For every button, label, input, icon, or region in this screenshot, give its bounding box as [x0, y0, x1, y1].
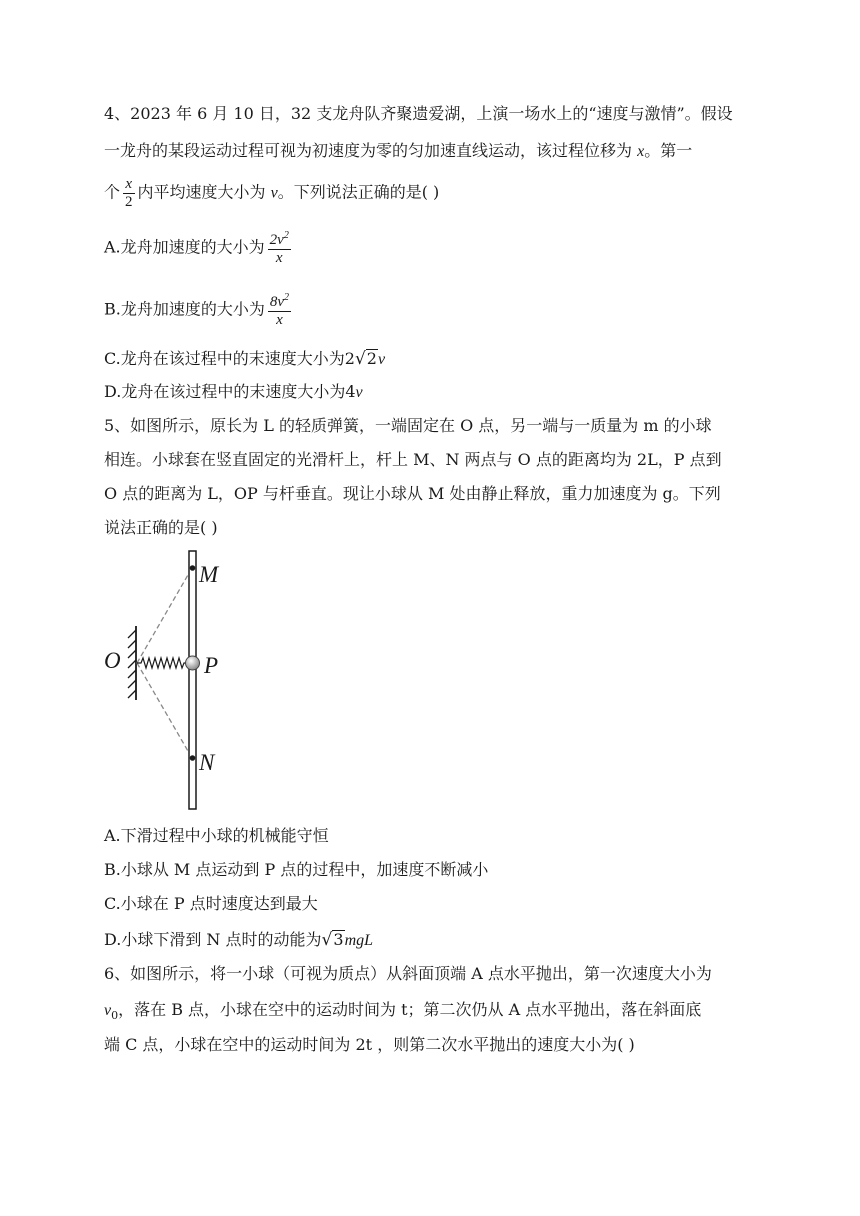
q5-line-4: 说法正确的是( )	[104, 518, 218, 537]
q4-var-x: x	[637, 143, 645, 160]
q6-line-1: 6、如图所示，将一小球（可视为质点）从斜面顶端 A 点水平抛出，第一次速度大小为	[104, 964, 712, 983]
q4-line-2-text: 一龙舟的某段运动过程可视为初速度为零的匀加速直线运动，该过程位移为	[104, 141, 638, 160]
q5-option-d: D.小球下滑到 N 点时的动能为√3mgL	[104, 930, 374, 950]
q6-v0-symbol: v	[104, 1002, 112, 1019]
q5-option-c: C.小球在 P 点时速度达到最大	[104, 894, 318, 913]
label-o: O	[104, 648, 121, 673]
q4-line-2	[104, 143, 692, 160]
q4-var-v: v	[270, 184, 278, 202]
q4-option-a-fraction: $\frac{2v^2}{x}$	[269, 230, 289, 266]
q4-line-3	[104, 176, 439, 210]
q4-option-b: B.龙舟加速度的大小为 $\frac{8v^2}{x}$	[104, 292, 290, 328]
label-n: N	[199, 750, 215, 775]
q4-option-c-coef: 2	[344, 349, 355, 368]
label-m: M	[199, 562, 219, 587]
q6-line-2: $v_0$，落在 B 点，小球在空中的运动时间为 t；第二次仍从 A 点水平抛出，落在斜面底	[104, 1000, 702, 1023]
spring-rod-diagram	[100, 548, 240, 814]
q4-line-1: 4、2023 年 6 月 10 日，32 支龙舟队齐聚遗爱湖，上演一场水上的“速度与激情”。假设	[104, 104, 733, 123]
q4-option-b-fraction: $\frac{8v^2}{x}$	[269, 292, 290, 328]
q4-option-d: D.龙舟在该过程中的末速度大小为4v	[104, 382, 363, 401]
sqrt-icon: √	[321, 930, 333, 950]
q4-fraction-x-over-2: $\frac{x}{2}$	[125, 176, 133, 210]
q4-line-3-tail: 。下列说法正确的是( )	[277, 182, 440, 202]
q5-line-2: 相连。小球套在竖直固定的光滑杆上，杆上 M、N 两点与 O 点的距离均为 2L，P 点到	[104, 450, 722, 469]
label-p: P	[204, 653, 219, 678]
q5-option-a: A.下滑过程中小球的机械能守恒	[104, 826, 329, 845]
q5-line-3: O 点的距离为 L，OP 与杆垂直。现让小球从 M 处由静止释放，重力加速度为 g。下列	[104, 484, 721, 503]
q6-line-3: 端 C 点，小球在空中的运动时间为 2t ，则第二次水平抛出的速度大小为( )	[104, 1035, 635, 1054]
q4-line-3-pre: 个	[104, 182, 121, 202]
q4-line-3-mid: 内平均速度大小为	[137, 182, 271, 202]
q5-option-b: B.小球从 M 点运动到 P 点的过程中，加速度不断减小	[104, 860, 489, 879]
q4-line-2-tail: 。第一	[644, 141, 693, 160]
q5-line-1: 5、如图所示，原长为 L 的轻质弹簧，一端固定在 O 点，另一端与一质量为 m 的小球	[104, 416, 712, 435]
q4-option-c: C.龙舟在该过程中的末速度大小为2√2v	[104, 349, 386, 369]
q4-option-a: A.龙舟加速度的大小为 $\frac{2v^2}{x}$	[104, 230, 289, 266]
sqrt-icon: √	[354, 349, 366, 369]
